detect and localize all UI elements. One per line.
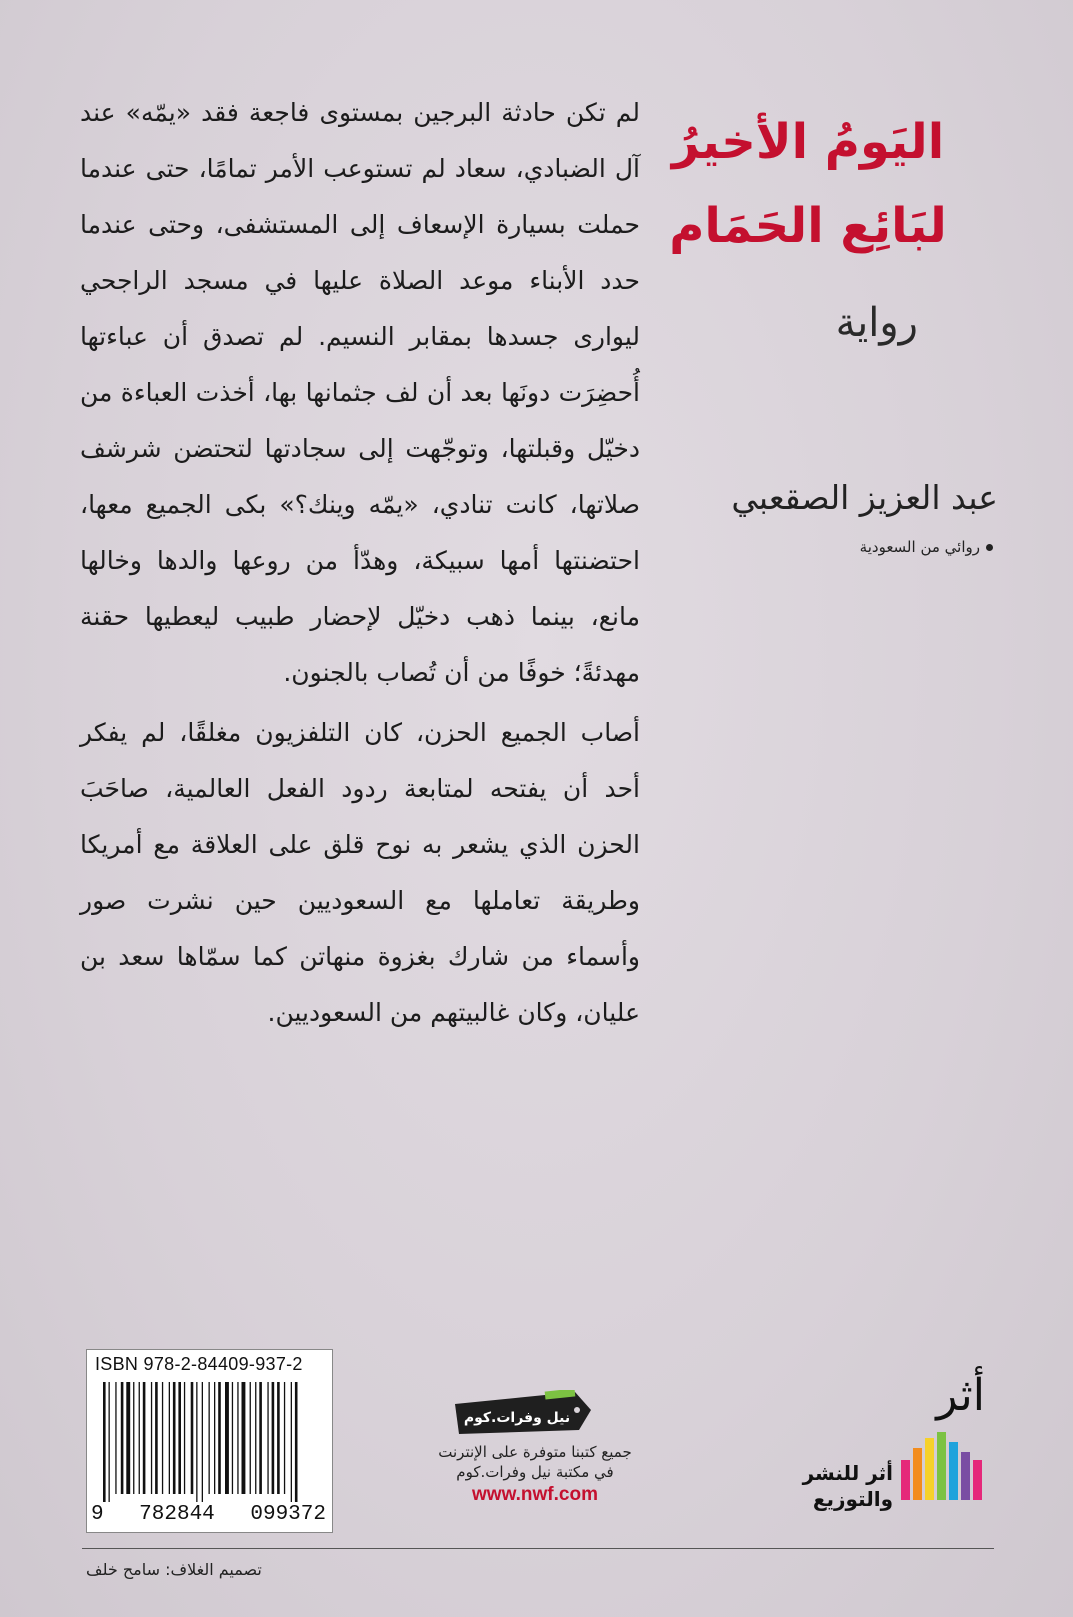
barcode-bar [225, 1382, 229, 1494]
isbn-barcode [86, 1349, 333, 1533]
barcode-bar [162, 1382, 163, 1494]
barcode-bar [169, 1382, 170, 1494]
barcode-bar [202, 1382, 203, 1502]
cover-design-credit: تصميم الغلاف: سامح خلف [86, 1560, 262, 1579]
barcode-digit-group: 099372 [250, 1503, 326, 1526]
publisher-stripe [925, 1438, 934, 1500]
publisher-name [803, 1460, 893, 1512]
barcode-bar [126, 1382, 130, 1494]
author-note [860, 538, 993, 556]
barcode-bar [178, 1382, 181, 1494]
store-line-1: جميع كتبنا متوفرة على الإنترنت [438, 1443, 632, 1461]
barcode-bar [284, 1382, 285, 1494]
barcode-bar [143, 1382, 146, 1494]
barcode-bar [250, 1382, 251, 1494]
barcode-bar [115, 1382, 116, 1494]
publisher-name-line-1: أثر للنشر [802, 1461, 893, 1485]
author-name: عبد العزيز الصقعبي [731, 478, 998, 517]
barcode-digit-group: 9 [91, 1503, 104, 1526]
barcode-icon [103, 1382, 321, 1502]
title-line-1: اليَومُ الأخيرُ [671, 114, 945, 170]
barcode-bar [272, 1382, 275, 1494]
author-note-text: روائي من السعودية [859, 538, 980, 556]
store-line-2: في مكتبة نيل وفرات.كوم [456, 1463, 614, 1481]
blurb-paragraph-1: لم تكن حادثة البرجين بمستوى فاجعة فقد «يمّه» عند آل الضبادي، سعاد لم تستوعب الأمر تمامًا، حتى عندما حملت بسيارة الإسعاف إلى المستشفى، وحتى عندما حدد الأبناء موعد الصلاة عليها في مسجد الراجحي ليوارى جسدها بمقابر النسيم. لم تصدق أن عباءتها أُحضِرَت دونَها بعد أن لف جثمانها بها، أخذت العباءة من دخيّل وقبلتها، وتوجّهت إلى سجادتها لتحتضن شرشف صلاتها، كانت تنادي، «يمّه وينك؟» بكى الجميع معها، احتضنتها أمها سبيكة، وهدّأ من روعها والدها وخالها مانع، بينما ذهب دخيّل لإحضار طبيب ليعطيها حقنة مهدئةً؛ خوفًا من أن تُصاب بالجنون. [80, 98, 640, 687]
bullet-icon [986, 544, 993, 551]
blurb-paragraph-2: أصاب الجميع الحزن، كان التلفزيون مغلقًا، لم يفكر أحد أن يفتحه لمتابعة ردود الفعل العالمية، صاحَبَ الحزن الذي يشعر به نوح قلق على العلاقة مع أمريكا وطريقة تعاملها مع السعوديين حين نشرت صور وأسماء من شارك بغزوة منهاتن كما سمّاها سعد بن عليان، وكان غالبيتهم من السعوديين. [80, 718, 640, 1027]
barcode-bar [139, 1382, 140, 1494]
publisher-stripes-icon [901, 1432, 985, 1500]
barcode-bar [173, 1382, 176, 1494]
bottom-divider [82, 1548, 994, 1549]
barcode-bar [214, 1382, 215, 1494]
isbn-label: ISBN 978-2-84409-937-2 [95, 1354, 303, 1374]
store-url-link[interactable]: www.nwf.com [472, 1484, 598, 1505]
barcode-bar [277, 1382, 280, 1494]
barcode-bar [191, 1382, 194, 1494]
barcode-bar [295, 1382, 298, 1502]
publisher-stripe [913, 1448, 922, 1500]
publisher-stripe [937, 1432, 946, 1500]
barcode-bar [155, 1382, 158, 1494]
barcode-bar [267, 1382, 268, 1494]
publisher-stripe [973, 1460, 982, 1500]
barcode-bar [151, 1382, 152, 1494]
store-tag-label: نيل وفرات.كوم [463, 1410, 571, 1426]
blurb-text [80, 85, 640, 1045]
publisher-mark: أثر [936, 1370, 985, 1421]
barcode-bar [291, 1382, 292, 1502]
barcode-bar [209, 1382, 210, 1494]
title-line-2: لبَائِع الحَمَام [669, 198, 947, 254]
barcode-bar [184, 1382, 185, 1494]
genre-label: رواية [835, 300, 918, 346]
price-tag-icon [445, 1390, 595, 1436]
barcode-bar [242, 1382, 246, 1494]
barcode-bar [259, 1382, 262, 1494]
online-store-block [405, 1390, 665, 1530]
barcode-digit-group: 782844 [139, 1503, 215, 1526]
barcode-bar [255, 1382, 256, 1494]
publisher-logo [795, 1370, 995, 1540]
barcode-bar [218, 1382, 221, 1494]
publisher-name-line-2: والتوزيع [812, 1487, 893, 1511]
barcode-bar [196, 1382, 197, 1502]
barcode-bar [232, 1382, 233, 1494]
publisher-stripe [949, 1442, 958, 1500]
barcode-bar [133, 1382, 134, 1494]
barcode-bar [237, 1382, 238, 1494]
publisher-stripe [901, 1460, 910, 1500]
barcode-digits [91, 1503, 326, 1526]
barcode-bar [103, 1382, 106, 1502]
barcode-bar [121, 1382, 124, 1494]
publisher-stripe [961, 1452, 970, 1500]
book-title [643, 100, 973, 268]
barcode-bar [109, 1382, 110, 1502]
